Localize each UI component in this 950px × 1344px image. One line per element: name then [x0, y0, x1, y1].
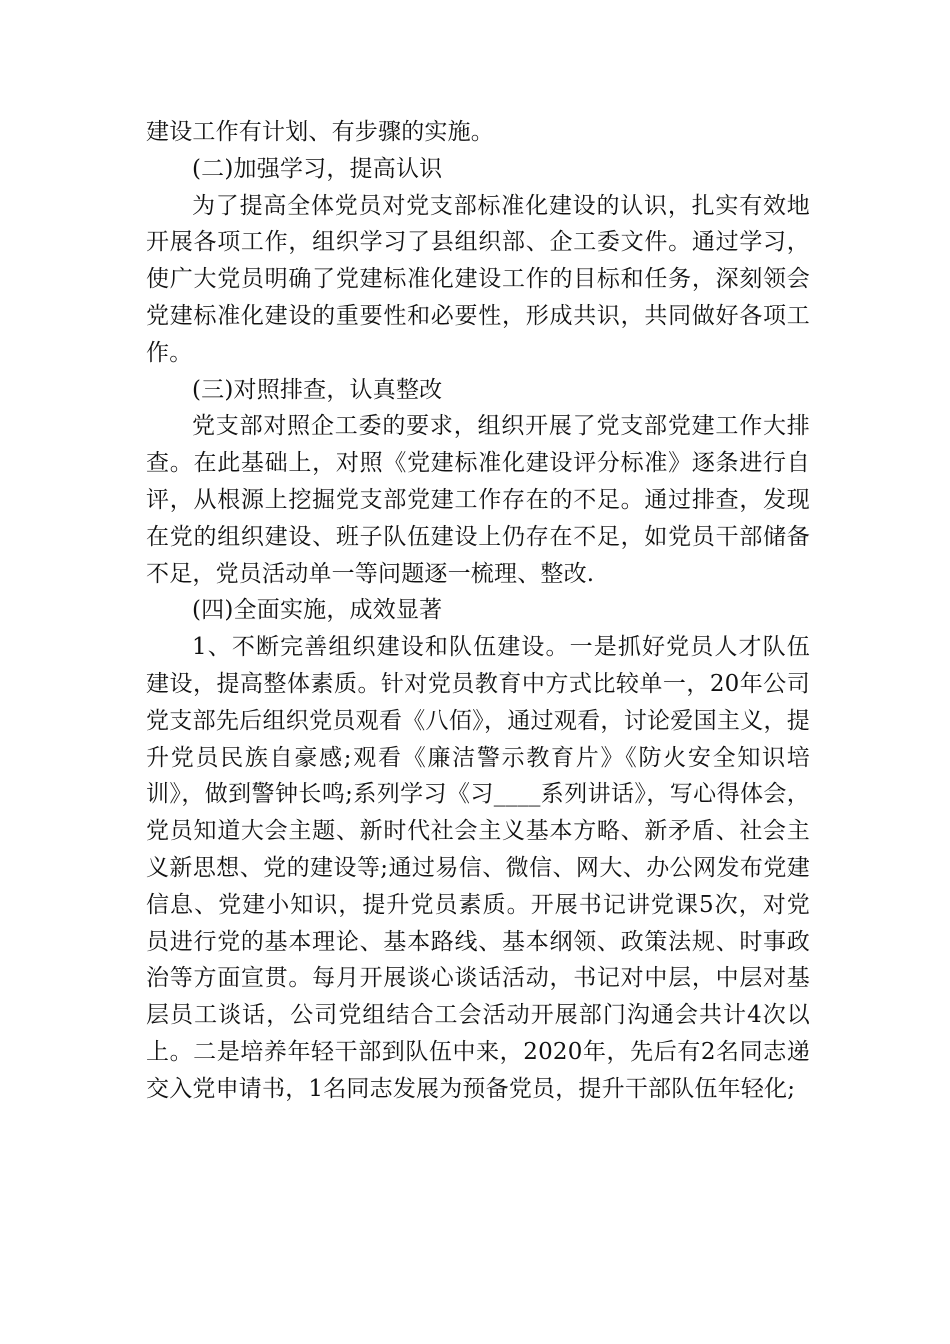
paragraph-inspection: 党支部对照企工委的要求，组织开展了党支部党建工作大排查。在此基础上，对照《党建标准化建设评分标准》逐条进行自评，从根源上挖掘党支部党建工作存在的不足。通过排查，发现在党的组织建设、班子队伍建设上仍存在不足，如党员干部储备不足，党员活动单一等问题逐一梳理、整改.	[146, 413, 810, 587]
paragraph-implementation: 1、不断完善组织建设和队伍建设。一是抓好党员人才队伍建设，提高整体素质。针对党员教育中方式比较单一，20年公司党支部先后组织党员观看《八佰》，通过观看，讨论爱国主义，提升党员民族自豪感;观看《廉洁警示教育片》《防火安全知识培训》，做到警钟长鸣;系列学习《习____系列讲话》，写心得体会，党员知道大会主题、新时代社会主义基本方略、新矛盾、社会主义新思想、党的建设等;通过易信、微信、网大、办公网发布党建信息、党建小知识，提升党员素质。开展书记讲党课5次，对党员进行党的基本理论、基本路线、基本纲领、政策法规、时事政治等方面宣贯。每月开展谈心谈话活动，书记对中层，中层对基层员工谈话，公司党组结合工会活动开展部门沟通会共计4次以上。二是培养年轻干部到队伍中来，2020年，先后有2名同志递交入党申请书，1名同志发展为预备党员，提升干部队伍年轻化;	[146, 634, 810, 1102]
paragraph-study: 为了提高全体党员对党支部标准化建设的认识，扎实有效地开展各项工作，组织学习了县组织部、企工委文件。通过学习，使广大党员明确了党建标准化建设工作的目标和任务，深刻领会党建标准化建设的重要性和必要性，形成共识，共同做好各项工作。	[146, 192, 810, 366]
section-heading-3: (三)对照排查，认真整改	[192, 376, 443, 403]
section-heading-4: (四)全面实施，成效显著	[192, 597, 443, 624]
section-heading-2: (二)加强学习，提高认识	[192, 155, 443, 182]
paragraph-continuation: 建设工作有计划、有步骤的实施。	[146, 119, 494, 145]
document-body	[146, 114, 810, 1108]
